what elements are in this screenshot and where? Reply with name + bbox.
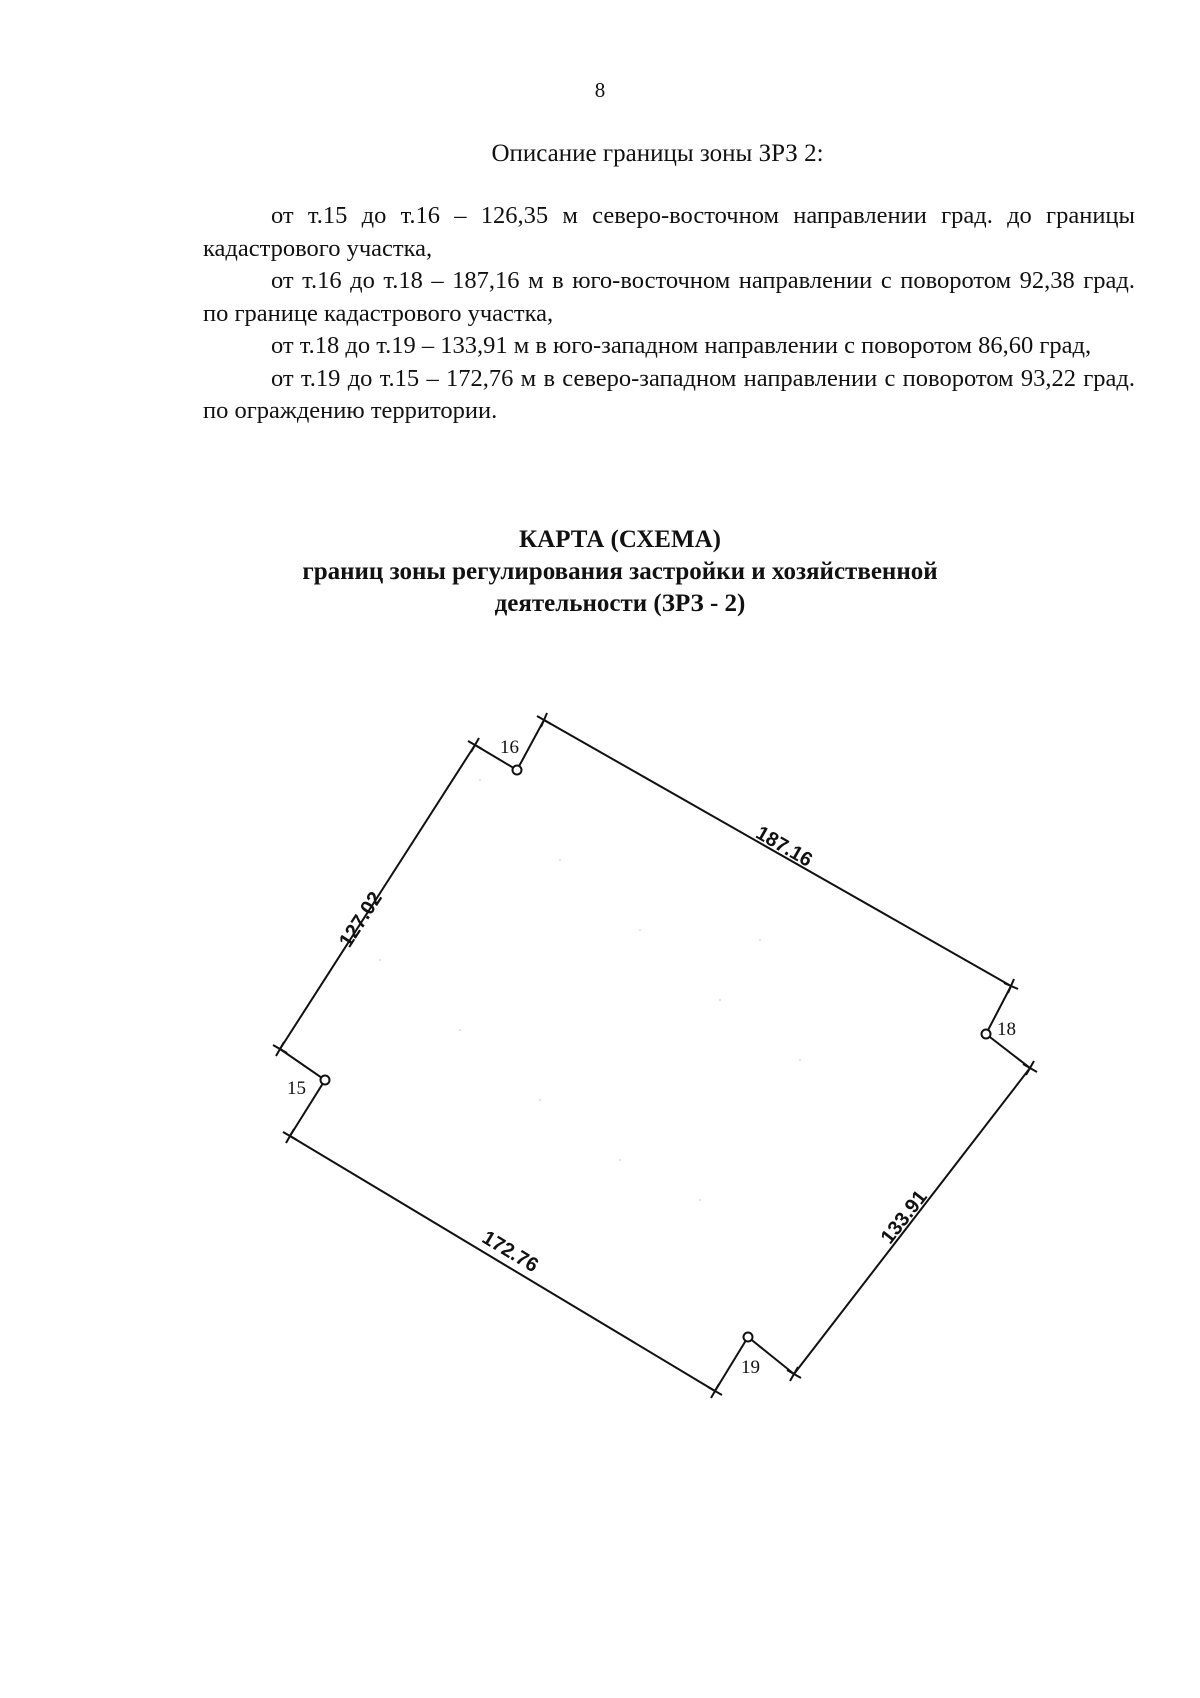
point-label-19: 19: [741, 1357, 760, 1378]
map-heading-line3: деятельности (ЗРЗ - 2): [494, 590, 746, 617]
segment-label-187: 187.16: [752, 821, 816, 872]
point-16-marker: [513, 766, 522, 775]
map-interior-texture: [379, 779, 801, 1201]
point-18-marker: [982, 1030, 991, 1039]
map-heading-line2: границ зоны регулирования застройки и хозяйственной: [302, 558, 938, 585]
vertex-ticks: [273, 713, 1037, 1398]
segment-label-127: 127.02: [335, 888, 387, 952]
point-label-18: 18: [997, 1019, 1016, 1040]
description-paragraph: от т.19 до т.15 – 172,76 м в северо-западном направлении с поворотом 93,22 град. по ограждению территории.: [203, 364, 1135, 424]
description-paragraph: от т.16 до т.18 – 187,16 м в юго-восточном направлении с поворотом 92,38 град. по границе кадастрового участка,: [203, 267, 1135, 327]
boundary-lines: [280, 720, 1030, 1391]
point-connectors: [280, 720, 1030, 1391]
point-label-15: 15: [287, 1078, 306, 1099]
point-19-marker: [744, 1333, 753, 1342]
boundary-side-172: [290, 1136, 715, 1391]
page-number: 8: [594, 78, 606, 102]
segment-label-172: 172.76: [478, 1226, 542, 1278]
description-paragraph: от т.15 до т.16 – 126,35 м северо-восточном направлении град. до границы кадастрового участка,: [203, 202, 1135, 262]
map-heading-line1: КАРТА (СХЕМА): [519, 526, 721, 553]
point-15-marker: [321, 1076, 330, 1085]
segment-label-133: 133.91: [876, 1186, 932, 1249]
description-title: Описание границы зоны ЗРЗ 2:: [491, 140, 824, 167]
description-paragraph: от т.18 до т.19 – 133,91 м в юго-западном направлении с поворотом 86,60 град,: [271, 332, 1092, 359]
point-markers: [321, 766, 991, 1342]
point-label-16: 16: [500, 737, 519, 758]
